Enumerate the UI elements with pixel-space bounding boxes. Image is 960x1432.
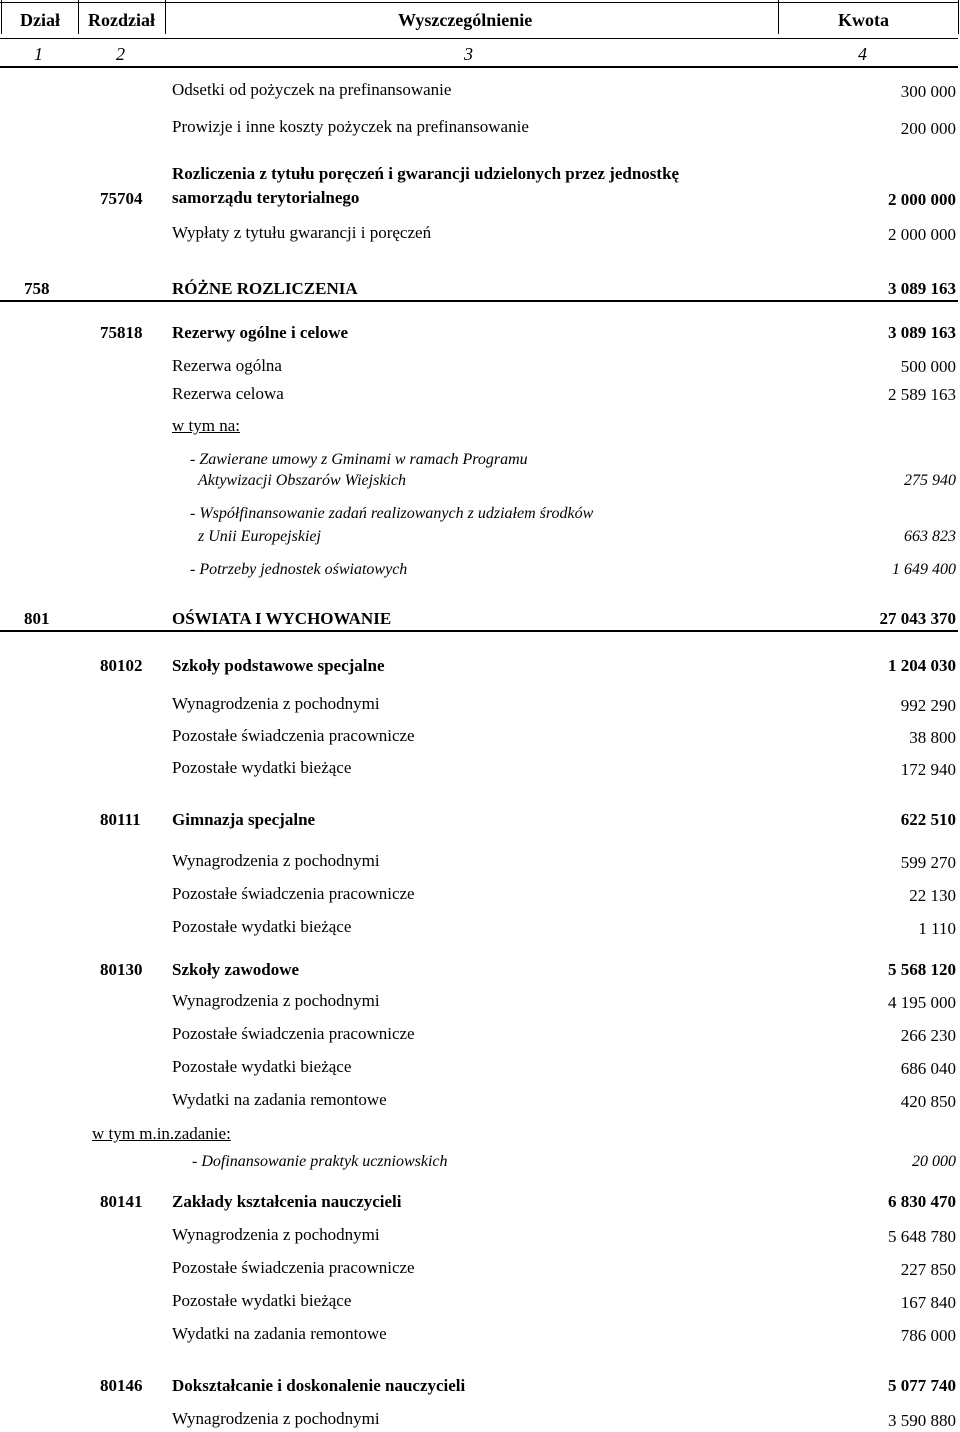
row-desc: Szkoły podstawowe specjalne: [172, 656, 385, 675]
row-amount: 500 000: [900, 357, 956, 376]
row-desc: Szkoły zawodowe: [172, 960, 300, 979]
row-desc: Zakłady kształcenia nauczycieli: [172, 1192, 402, 1211]
row-desc: Rozliczenia z tytułu poręczeń i gwarancji udzielonych przez jednostkę: [172, 164, 680, 183]
row-amount: 2 000 000: [888, 225, 956, 244]
row-desc: - Zawierane umowy z Gminami w ramach Programu: [190, 451, 528, 468]
row-amount: 786 000: [900, 1326, 956, 1345]
row-desc: - Współfinansowanie zadań realizowanych z udziałem środków: [190, 505, 594, 522]
section-rule: [0, 300, 958, 302]
row-desc: OŚWIATA I WYCHOWANIE: [172, 609, 392, 628]
row-desc: Aktywizacji Obszarów Wiejskich: [198, 472, 406, 489]
row-desc: Gimnazja specjalne: [172, 810, 316, 829]
row-amount: 2 589 163: [888, 385, 956, 404]
row-code: 75704: [100, 189, 143, 208]
row-desc: Wypłaty z tytułu gwarancji i poręczeń: [172, 223, 432, 242]
row-amount: 5 648 780: [888, 1227, 956, 1246]
row-amount: 266 230: [900, 1026, 956, 1045]
header-divider: [1, 0, 2, 34]
row-desc: Pozostałe świadczenia pracownicze: [172, 884, 415, 903]
row-amount: 1 204 030: [888, 656, 956, 675]
header-rozdzial: Rozdział: [88, 10, 155, 30]
row-desc: Wydatki na zadania remontowe: [172, 1090, 387, 1109]
row-code: 80130: [100, 960, 143, 979]
row-amount: 1 649 400: [892, 561, 956, 578]
row-amount: 38 800: [909, 728, 956, 747]
row-amount: 200 000: [900, 119, 956, 138]
row-amount: 22 130: [909, 886, 956, 905]
row-desc: Dokształcanie i doskonalenie nauczycieli: [172, 1376, 466, 1395]
section-rule: [0, 630, 958, 632]
row-desc: Rezerwa ogólna: [172, 356, 282, 375]
row-desc: Pozostałe wydatki bieżące: [172, 1291, 352, 1310]
row-code: 80141: [100, 1192, 143, 1211]
row-desc: Rezerwy ogólne i celowe: [172, 323, 349, 342]
row-amount: 6 830 470: [888, 1192, 956, 1211]
header-kwota: Kwota: [838, 10, 889, 30]
row-amount: 172 940: [900, 760, 956, 779]
row-amount: 622 510: [900, 810, 956, 829]
row-code: 80102: [100, 656, 143, 675]
row-desc: Wynagrodzenia z pochodnymi: [172, 991, 380, 1010]
row-desc: Pozostałe wydatki bieżące: [172, 917, 352, 936]
row-amount: 5 077 740: [888, 1376, 956, 1395]
row-amount: 3 089 163: [888, 323, 956, 342]
row-desc: Wynagrodzenia z pochodnymi: [172, 1225, 380, 1244]
row-desc: Wynagrodzenia z pochodnymi: [172, 1409, 380, 1428]
row-amount: 992 290: [900, 696, 956, 715]
row-desc: Pozostałe wydatki bieżące: [172, 758, 352, 777]
row-amount: 227 850: [900, 1260, 956, 1279]
header-wyszczegolnienie: Wyszczególnienie: [398, 10, 533, 30]
row-code: 80146: [100, 1376, 143, 1395]
row-amount: 420 850: [900, 1092, 956, 1111]
row-desc: Pozostałe świadczenia pracownicze: [172, 1024, 415, 1043]
header-divider: [165, 0, 166, 34]
row-desc: Odsetki od pożyczek na prefinansowanie: [172, 80, 452, 99]
column-number: 4: [858, 44, 867, 64]
row-desc: - Dofinansowanie praktyk uczniowskich: [192, 1153, 448, 1170]
header-bottom-rule: [0, 66, 958, 68]
header-mid-rule: [0, 38, 958, 39]
row-amount: 300 000: [900, 82, 956, 101]
row-code: 758: [24, 279, 50, 298]
column-number: 2: [116, 44, 125, 64]
column-number: 3: [464, 44, 473, 64]
row-desc: - Potrzeby jednostek oświatowych: [190, 561, 408, 578]
header-top-rule: [0, 2, 958, 3]
row-desc: z Unii Europejskiej: [198, 528, 321, 545]
header-divider: [778, 0, 779, 34]
row-desc: RÓŻNE ROZLICZENIA: [172, 279, 358, 298]
row-amount: 2 000 000: [888, 190, 956, 209]
row-desc: Wynagrodzenia z pochodnymi: [172, 851, 380, 870]
row-amount: 167 840: [900, 1293, 956, 1312]
row-amount: 20 000: [912, 1153, 956, 1170]
row-desc: w tym na:: [172, 416, 240, 435]
row-amount: 3 089 163: [888, 279, 956, 298]
row-amount: 3 590 880: [888, 1411, 956, 1430]
row-code: 801: [24, 609, 50, 628]
header-divider: [958, 0, 959, 34]
row-amount: 4 195 000: [888, 993, 956, 1012]
row-desc: Prowizje i inne koszty pożyczek na prefinansowanie: [172, 117, 529, 136]
row-amount: 5 568 120: [888, 960, 956, 979]
row-amount: 663 823: [904, 528, 956, 545]
row-desc: samorządu terytorialnego: [172, 188, 360, 207]
row-desc: Wydatki na zadania remontowe: [172, 1324, 387, 1343]
row-desc: Pozostałe świadczenia pracownicze: [172, 726, 415, 745]
row-amount: 1 110: [918, 919, 956, 938]
row-amount: 686 040: [900, 1059, 956, 1078]
row-desc: Pozostałe wydatki bieżące: [172, 1057, 352, 1076]
row-desc: Pozostałe świadczenia pracownicze: [172, 1258, 415, 1277]
row-desc: Wynagrodzenia z pochodnymi: [172, 694, 380, 713]
header-divider: [78, 0, 79, 34]
row-desc: Rezerwa celowa: [172, 384, 284, 403]
row-amount: 27 043 370: [879, 609, 956, 628]
column-number: 1: [34, 44, 43, 64]
header-dzial: Dział: [20, 10, 60, 30]
row-amount: 599 270: [900, 853, 956, 872]
row-code: 80111: [100, 810, 141, 829]
row-amount: 275 940: [904, 472, 956, 489]
row-desc: w tym m.in.zadanie:: [92, 1124, 231, 1143]
row-code: 75818: [100, 323, 143, 342]
